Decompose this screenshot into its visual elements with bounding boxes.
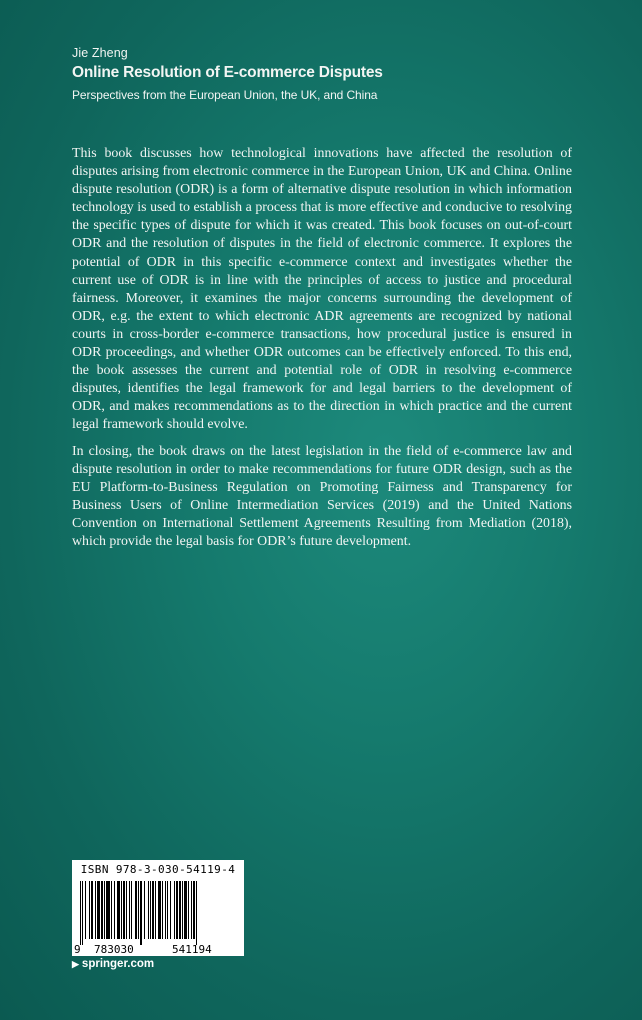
barcode-bar xyxy=(188,881,189,939)
barcode-bar xyxy=(179,881,181,939)
barcode-bar xyxy=(89,881,90,939)
barcode-bar xyxy=(106,881,110,939)
back-cover-blurb xyxy=(72,145,572,559)
barcode-bar xyxy=(138,881,139,939)
barcode-bar xyxy=(155,881,156,939)
barcode-bars xyxy=(80,881,236,945)
barcode-bar xyxy=(82,881,83,945)
barcode-bar xyxy=(95,881,96,939)
barcode-bar xyxy=(158,881,161,939)
barcode-bar xyxy=(91,881,93,939)
triangle-right-icon: ▶ xyxy=(72,958,79,969)
barcode-bar xyxy=(129,881,130,939)
barcode-bar xyxy=(170,881,171,939)
barcode-bar xyxy=(123,881,125,939)
barcode-bar xyxy=(97,881,100,939)
barcode-digits-right: 541194 xyxy=(172,943,212,956)
author-name: Jie Zheng xyxy=(72,46,128,60)
barcode-digits xyxy=(72,943,244,956)
barcode-bar xyxy=(140,881,142,945)
isbn-label: ISBN 978-3-030-54119-4 xyxy=(80,863,236,876)
barcode-bar xyxy=(174,881,175,939)
barcode-bar xyxy=(101,881,103,939)
barcode-bar xyxy=(193,881,195,939)
barcode-bar xyxy=(167,881,168,939)
barcode-bar xyxy=(196,881,197,945)
barcode-bar xyxy=(126,881,127,939)
book-title: Online Resolution of E-commerce Disputes xyxy=(72,64,383,81)
barcode-bar xyxy=(131,881,132,939)
barcode-bar xyxy=(191,881,192,939)
barcode-bar xyxy=(80,881,81,945)
barcode-bar xyxy=(152,881,154,939)
blurb-paragraph: In closing, the book draws on the latest legislation in the field of e-commerce law and dispute resolution in order to make recommendations for future ODR design, such as the EU Platform-to-Business Regulation on Promoting Fairness and Transparency for Business Users of Online Intermediation Services (2019) and the United Nations Convention on International Settlement Agreements Resulting from Mediation (2018), which provide the legal basis for ODR’s future development. xyxy=(72,443,572,549)
publisher-url: springer.com xyxy=(81,958,155,970)
barcode-bar xyxy=(176,881,178,939)
barcode-bar xyxy=(85,881,86,939)
barcode-bar xyxy=(150,881,151,939)
barcode-bar xyxy=(114,881,115,939)
barcode-bar xyxy=(111,881,112,939)
barcode-digit-prefix: 9 xyxy=(74,943,81,956)
barcode-bar xyxy=(165,881,166,939)
barcode-digits-left: 783030 xyxy=(94,943,134,956)
barcode-bar xyxy=(182,881,183,939)
isbn-barcode xyxy=(72,860,244,956)
blurb-paragraph: This book discusses how technological innovations have affected the resolution of disputes arising from electronic commerce in the European Union, UK and China. Online dispute resolution (ODR) is a form of alternative dispute resolution in which information technology is used to establish a process that is more effective and conducive to resolving the specific types of dispute for which it was created. This book focuses on out-of-court ODR and the resolution of disputes in the field of electronic commerce. It explores the potential of ODR in this specific e-commerce context and investigates whether the current use of ODR is in line with the principles of access to justice and procedural fairness. Moreover, it examines the major concerns surrounding the development of ODR, e.g. the extent to which electronic ADR agreements are recognized by national courts in cross-border e-commerce transactions, how procedural justice is ensured in ODR proceedings, and whether ODR outcomes can be effectively enforced. To this end, the book assesses the current and potential role of ODR in resolving e-commerce disputes, identifies the legal framework for and legal barriers to the development of ODR, and makes recommendations as to the direction in which practice and the current legal framework should evolve. xyxy=(72,146,572,433)
barcode-bar xyxy=(121,881,122,939)
barcode-bar xyxy=(117,881,120,939)
barcode-bar xyxy=(148,881,149,939)
barcode-bar xyxy=(144,881,145,939)
book-subtitle: Perspectives from the European Union, the UK, and China xyxy=(72,88,378,102)
publisher-link[interactable] xyxy=(72,958,154,970)
cover-header xyxy=(72,46,592,102)
barcode-bar xyxy=(184,881,187,939)
barcode-bar xyxy=(162,881,163,939)
barcode-bar xyxy=(135,881,137,939)
barcode-bar xyxy=(104,881,105,939)
